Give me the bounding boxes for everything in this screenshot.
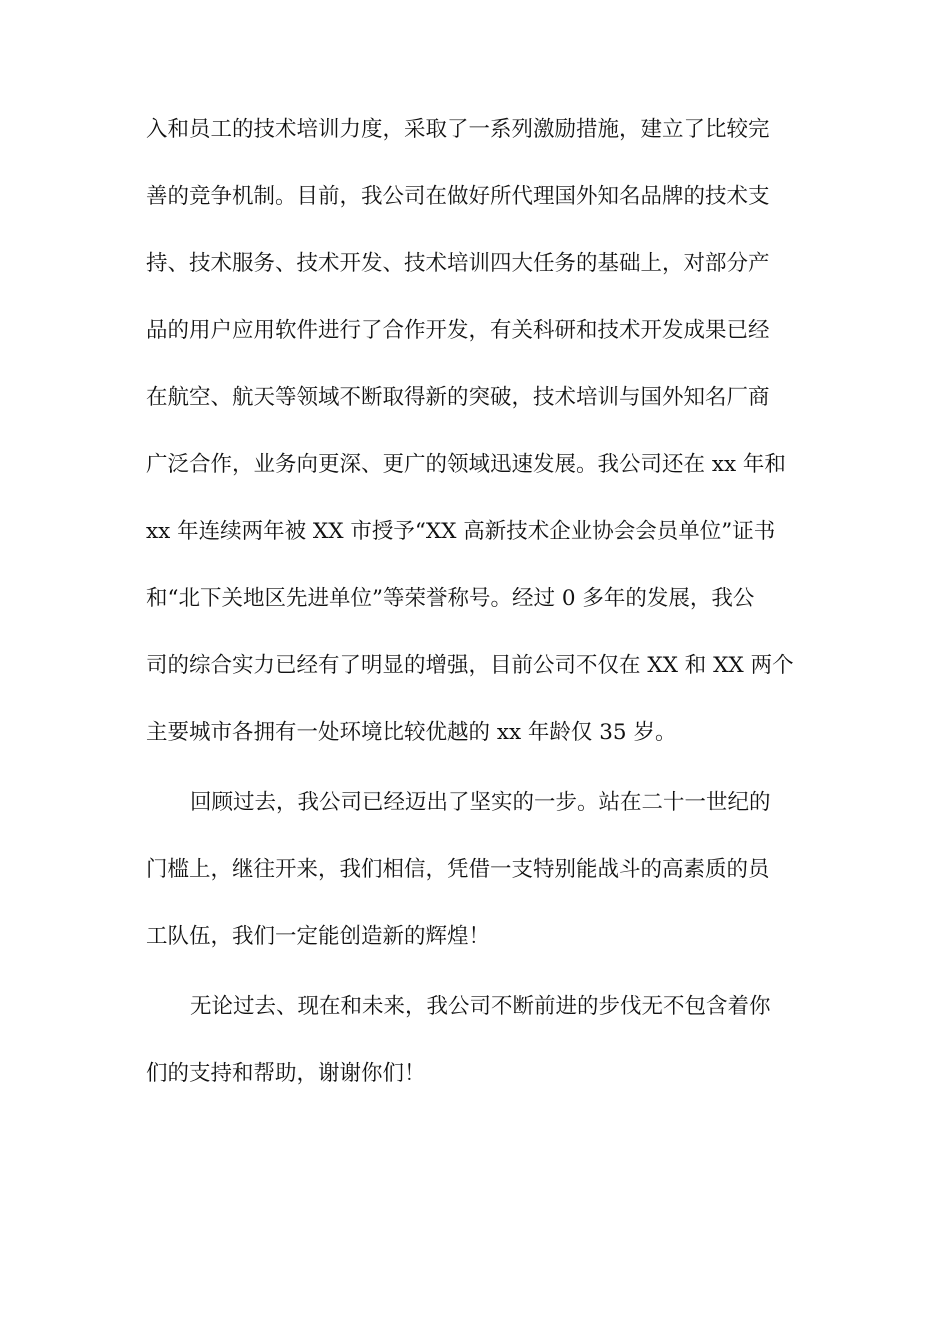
- paragraph-line: 广泛合作，业务向更深、更广的领域迅速发展。我公司还在 xx 年和: [146, 452, 786, 477]
- paragraph-line: 们的支持和帮助，谢谢你们！: [146, 1061, 426, 1086]
- paragraph-line: 司的综合实力已经有了明显的增强，目前公司不仅在 XX 和 XX 两个: [146, 653, 794, 678]
- paragraph-line: 门槛上，继往开来，我们相信，凭借一支特别能战斗的高素质的员: [146, 857, 770, 882]
- paragraph-line: 主要城市各拥有一处环境比较优越的 xx 年龄仅 35 岁。: [146, 720, 677, 745]
- paragraph-line: 工队伍，我们一定能创造新的辉煌！: [146, 924, 491, 949]
- paragraph-line: 在航空、航天等领域不断取得新的突破，技术培训与国外知名厂商: [146, 385, 770, 410]
- paragraph-line: 无论过去、现在和未来，我公司不断前进的步伐无不包含着你: [190, 994, 771, 1019]
- paragraph-line: 持、技术服务、技术开发、技术培训四大任务的基础上，对部分产: [146, 251, 770, 276]
- paragraph-line: 和“北下关地区先进单位”等荣誉称号。经过 0 多年的发展，我公: [146, 586, 755, 611]
- paragraph-line: xx 年连续两年被 XX 市授予“XX 高新技术企业协会会员单位”证书: [146, 519, 776, 544]
- paragraph-line: 品的用户应用软件进行了合作开发，有关科研和技术开发成果已经: [146, 318, 770, 343]
- paragraph-line: 回顾过去，我公司已经迈出了坚实的一步。站在二十一世纪的: [190, 790, 771, 815]
- paragraph-line: 入和员工的技术培训力度，采取了一系列激励措施，建立了比较完: [146, 117, 770, 142]
- paragraph-line: 善的竞争机制。目前，我公司在做好所代理国外知名品牌的技术支: [146, 184, 770, 209]
